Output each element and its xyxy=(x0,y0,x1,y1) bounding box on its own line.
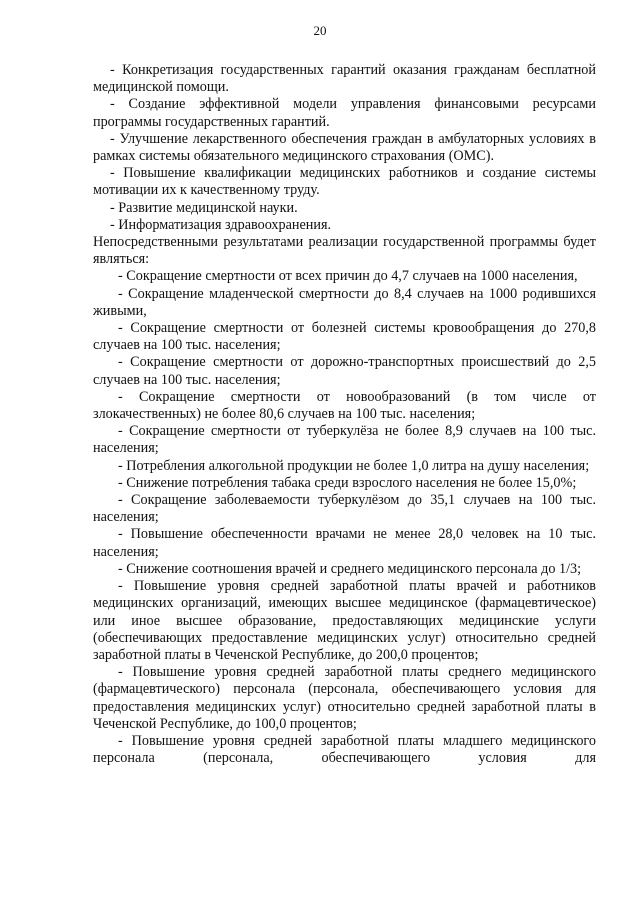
goal-item: - Создание эффективной модели управления финансовыми ресурсами программы государственных гарантий. xyxy=(93,96,596,130)
result-item: - Сокращение смертности от дорожно-транспортных происшествий до 2,5 случаев на 100 тыс. населения; xyxy=(93,354,596,388)
results-intro: Непосредственными результатами реализации государственной программы будет являться: xyxy=(93,234,596,268)
document-body xyxy=(93,62,596,767)
result-item: - Снижение потребления табака среди взрослого населения не более 15,0%; xyxy=(118,474,577,491)
result-item: - Сокращение смертности от туберкулёза не более 8,9 случаев на 100 тыс. населения; xyxy=(93,423,596,457)
result-item: - Снижение соотношения врачей и среднего медицинского персонала до 1/3; xyxy=(118,560,582,577)
goal-item: - Конкретизация государственных гарантий оказания гражданам бесплатной медицинской помощи. xyxy=(93,62,596,96)
goal-item: - Информатизация здравоохранения. xyxy=(110,216,332,233)
result-item: - Сокращение младенческой смертности до 8,4 случаев на 1000 родившихся живыми, xyxy=(93,285,596,319)
goal-item: - Повышение квалификации медицинских работников и создание системы мотивации их к качественному труду. xyxy=(93,165,596,199)
result-item: - Повышение уровня средней заработной платы среднего медицинского (фармацевтического) персонала (персонала, обеспечивающего условия для предоставления медицинских услуг) относительно средней заработной платы в Чеченской Республике, до 100,0 процентов; xyxy=(93,664,596,732)
result-item: - Повышение уровня средней заработной платы младшего медицинского персонала (персонала, обеспечивающего условия для xyxy=(93,732,596,767)
page-number: 20 xyxy=(313,23,327,38)
result-item: - Повышение уровня средней заработной платы врачей и работников медицинских организаций, имеющих высшее медицинское (фармацевтическое) или иное высшее образование, предоставляющих медицинские услуги (обеспечивающих предоставление медицинских услуг) относительно средней заработной платы в Чеченской Республике, до 200,0 процентов; xyxy=(93,578,596,663)
result-item: - Сокращение смертности от новообразований (в том числе от злокачественных) не более 80,6 случаев на 100 тыс. населения; xyxy=(93,388,596,423)
result-item: - Сокращение смертности от болезней системы кровообращения до 270,8 случаев на 100 тыс. населения; xyxy=(93,320,596,354)
goal-item: - Улучшение лекарственного обеспечения граждан в амбулаторных условиях в рамках системы обязательного медицинского страхования (ОМС). xyxy=(93,130,596,165)
results-list xyxy=(93,268,596,767)
result-item: - Потребления алкогольной продукции не более 1,0 литра на душу населения; xyxy=(118,457,590,474)
result-item: - Повышение обеспеченности врачами не менее 28,0 человек на 10 тыс. населения; xyxy=(93,526,596,560)
goals-list xyxy=(93,62,596,234)
result-item: - Сокращение смертности от всех причин до 4,7 случаев на 1000 населения, xyxy=(118,268,578,285)
goal-item: - Развитие медицинской науки. xyxy=(110,199,298,216)
result-item: - Сокращение заболеваемости туберкулёзом до 35,1 случаев на 100 тыс. населения; xyxy=(93,492,596,526)
